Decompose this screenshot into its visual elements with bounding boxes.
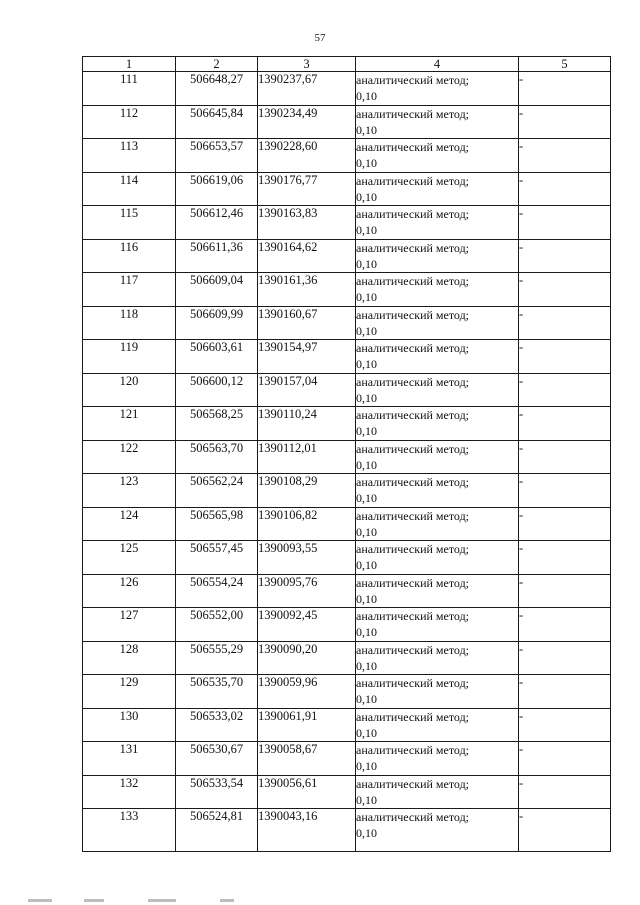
y-coordinate-cell: 1390157,04 [258,373,356,407]
y-coordinate-cell: 1390090,20 [258,641,356,675]
x-coordinate-cell: 506645,84 [176,105,258,139]
point-number-cell: 120 [83,373,176,407]
accuracy-text: 0,10 [356,290,377,304]
x-coordinate-cell: 506603,61 [176,340,258,374]
point-number-cell: 129 [83,675,176,709]
method-text: аналитический метод; [356,709,470,724]
x-coordinate-cell: 506609,04 [176,273,258,307]
table-body [83,72,611,852]
y-coordinate-cell: 1390056,61 [258,775,356,809]
point-number-cell: 119 [83,340,176,374]
table-row [83,239,611,273]
method-text: аналитический метод; [356,508,470,523]
method-text: аналитический метод; [356,676,470,690]
note-cell: - [519,742,611,776]
column-header: 1 [83,57,176,72]
point-number-cell: 113 [83,139,176,173]
point-number-cell: 116 [83,239,176,273]
table-row [83,306,611,340]
accuracy-text: 0,10 [356,323,377,338]
accuracy-text: 0,10 [356,156,377,170]
y-coordinate-cell: 1390164,62 [258,239,356,273]
method-cell [356,574,519,608]
table-row [83,273,611,307]
x-coordinate-cell: 506562,24 [176,474,258,508]
method-text: аналитический метод; [356,207,470,221]
accuracy-text: 0,10 [356,491,377,505]
y-coordinate-cell: 1390234,49 [258,105,356,139]
note-cell: - [519,306,611,340]
column-header: 5 [519,57,611,72]
method-cell [356,775,519,809]
method-cell [356,641,519,675]
x-coordinate-cell: 506563,70 [176,440,258,474]
method-cell [356,72,519,106]
method-text: аналитический метод; [356,642,470,657]
method-cell [356,273,519,307]
note-cell: - [519,574,611,608]
point-number-cell: 121 [83,407,176,441]
method-cell [356,507,519,541]
accuracy-text: 0,10 [356,122,377,137]
y-coordinate-cell: 1390043,16 [258,809,356,852]
accuracy-text: 0,10 [356,792,377,807]
table-row [83,608,611,642]
method-cell [356,675,519,709]
y-coordinate-cell: 1390160,67 [258,306,356,340]
note-cell: - [519,507,611,541]
accuracy-text: 0,10 [356,89,377,103]
table-row [83,708,611,742]
point-number-cell: 122 [83,440,176,474]
note-cell: - [519,675,611,709]
method-cell [356,373,519,407]
scan-edge-marks [28,899,248,905]
method-text: аналитический метод; [356,274,470,288]
y-coordinate-cell: 1390061,91 [258,708,356,742]
accuracy-text: 0,10 [356,524,377,539]
x-coordinate-cell: 506554,24 [176,574,258,608]
method-text: аналитический метод; [356,475,470,489]
method-text: аналитический метод; [356,609,470,623]
point-number-cell: 123 [83,474,176,508]
y-coordinate-cell: 1390092,45 [258,608,356,642]
table-row [83,72,611,106]
table-row [83,105,611,139]
accuracy-text: 0,10 [356,692,377,706]
method-cell [356,340,519,374]
method-cell [356,708,519,742]
point-number-cell: 127 [83,608,176,642]
point-number-cell: 117 [83,273,176,307]
table-row [83,340,611,374]
method-cell [356,139,519,173]
method-cell [356,440,519,474]
method-text: аналитический метод; [356,73,470,87]
column-header: 4 [356,57,519,72]
table-row [83,775,611,809]
note-cell: - [519,541,611,575]
method-text: аналитический метод; [356,240,470,255]
x-coordinate-cell: 506533,54 [176,775,258,809]
note-cell: - [519,641,611,675]
method-text: аналитический метод; [356,542,470,556]
y-coordinate-cell: 1390106,82 [258,507,356,541]
note-cell: - [519,105,611,139]
table-header-row [83,57,611,72]
accuracy-text: 0,10 [356,357,377,371]
accuracy-text: 0,10 [356,223,377,237]
x-coordinate-cell: 506565,98 [176,507,258,541]
method-text: аналитический метод; [356,173,470,188]
y-coordinate-cell: 1390112,01 [258,440,356,474]
point-number-cell: 126 [83,574,176,608]
table-row [83,172,611,206]
x-coordinate-cell: 506648,27 [176,72,258,106]
accuracy-text: 0,10 [356,390,377,405]
note-cell: - [519,407,611,441]
x-coordinate-cell: 506530,67 [176,742,258,776]
table-row [83,373,611,407]
point-number-cell: 125 [83,541,176,575]
note-cell: - [519,474,611,508]
method-cell [356,742,519,776]
column-header: 3 [258,57,356,72]
method-cell [356,407,519,441]
table-row [83,809,611,852]
note-cell: - [519,139,611,173]
point-number-cell: 130 [83,708,176,742]
y-coordinate-cell: 1390228,60 [258,139,356,173]
y-coordinate-cell: 1390059,96 [258,675,356,709]
x-coordinate-cell: 506555,29 [176,641,258,675]
method-text: аналитический метод; [356,441,470,456]
note-cell: - [519,809,611,852]
point-number-cell: 111 [83,72,176,106]
note-cell: - [519,239,611,273]
y-coordinate-cell: 1390163,83 [258,206,356,240]
x-coordinate-cell: 506535,70 [176,675,258,709]
accuracy-text: 0,10 [356,189,377,204]
table-row [83,641,611,675]
method-text: аналитический метод; [356,106,470,121]
note-cell: - [519,708,611,742]
note-cell: - [519,373,611,407]
table-row [83,474,611,508]
x-coordinate-cell: 506619,06 [176,172,258,206]
table-row [83,139,611,173]
y-coordinate-cell: 1390154,97 [258,340,356,374]
x-coordinate-cell: 506611,36 [176,239,258,273]
method-cell [356,608,519,642]
y-coordinate-cell: 1390095,76 [258,574,356,608]
accuracy-text: 0,10 [356,658,377,673]
accuracy-text: 0,10 [356,256,377,271]
y-coordinate-cell: 1390108,29 [258,474,356,508]
accuracy-text: 0,10 [356,759,377,773]
table-row [83,675,611,709]
x-coordinate-cell: 506533,02 [176,708,258,742]
table-row [83,206,611,240]
y-coordinate-cell: 1390093,55 [258,541,356,575]
y-coordinate-cell: 1390058,67 [258,742,356,776]
y-coordinate-cell: 1390110,24 [258,407,356,441]
note-cell: - [519,340,611,374]
table-row [83,507,611,541]
table-row [83,574,611,608]
method-cell [356,541,519,575]
method-cell [356,172,519,206]
point-number-cell: 124 [83,507,176,541]
point-number-cell: 133 [83,809,176,852]
note-cell: - [519,440,611,474]
note-cell: - [519,172,611,206]
y-coordinate-cell: 1390161,36 [258,273,356,307]
x-coordinate-cell: 506552,00 [176,608,258,642]
method-cell [356,239,519,273]
accuracy-text: 0,10 [356,424,377,438]
x-coordinate-cell: 506600,12 [176,373,258,407]
page-number: 57 [314,32,326,44]
column-header: 2 [176,57,258,72]
accuracy-text: 0,10 [356,457,377,472]
method-cell [356,306,519,340]
method-text: аналитический метод; [356,575,470,590]
method-cell [356,474,519,508]
table-row [83,742,611,776]
accuracy-text: 0,10 [356,591,377,606]
note-cell: - [519,273,611,307]
method-text: аналитический метод; [356,776,470,791]
x-coordinate-cell: 506524,81 [176,809,258,852]
accuracy-text: 0,10 [356,826,377,840]
table-row [83,440,611,474]
method-cell [356,206,519,240]
note-cell: - [519,608,611,642]
y-coordinate-cell: 1390176,77 [258,172,356,206]
table-row [83,541,611,575]
point-number-cell: 118 [83,306,176,340]
accuracy-text: 0,10 [356,625,377,639]
accuracy-text: 0,10 [356,558,377,572]
x-coordinate-cell: 506612,46 [176,206,258,240]
point-number-cell: 114 [83,172,176,206]
note-cell: - [519,206,611,240]
point-number-cell: 132 [83,775,176,809]
coordinates-table [82,56,611,852]
method-text: аналитический метод; [356,743,470,757]
note-cell: - [519,72,611,106]
method-text: аналитический метод; [356,341,470,355]
x-coordinate-cell: 506609,99 [176,306,258,340]
table-row [83,407,611,441]
method-cell [356,105,519,139]
note-cell: - [519,775,611,809]
point-number-cell: 115 [83,206,176,240]
point-number-cell: 131 [83,742,176,776]
x-coordinate-cell: 506557,45 [176,541,258,575]
y-coordinate-cell: 1390237,67 [258,72,356,106]
method-text: аналитический метод; [356,374,470,389]
method-text: аналитический метод; [356,140,470,154]
method-text: аналитический метод; [356,408,470,422]
x-coordinate-cell: 506653,57 [176,139,258,173]
method-cell [356,809,519,852]
method-text: аналитический метод; [356,810,470,824]
method-text: аналитический метод; [356,307,470,322]
accuracy-text: 0,10 [356,725,377,740]
point-number-cell: 128 [83,641,176,675]
point-number-cell: 112 [83,105,176,139]
x-coordinate-cell: 506568,25 [176,407,258,441]
